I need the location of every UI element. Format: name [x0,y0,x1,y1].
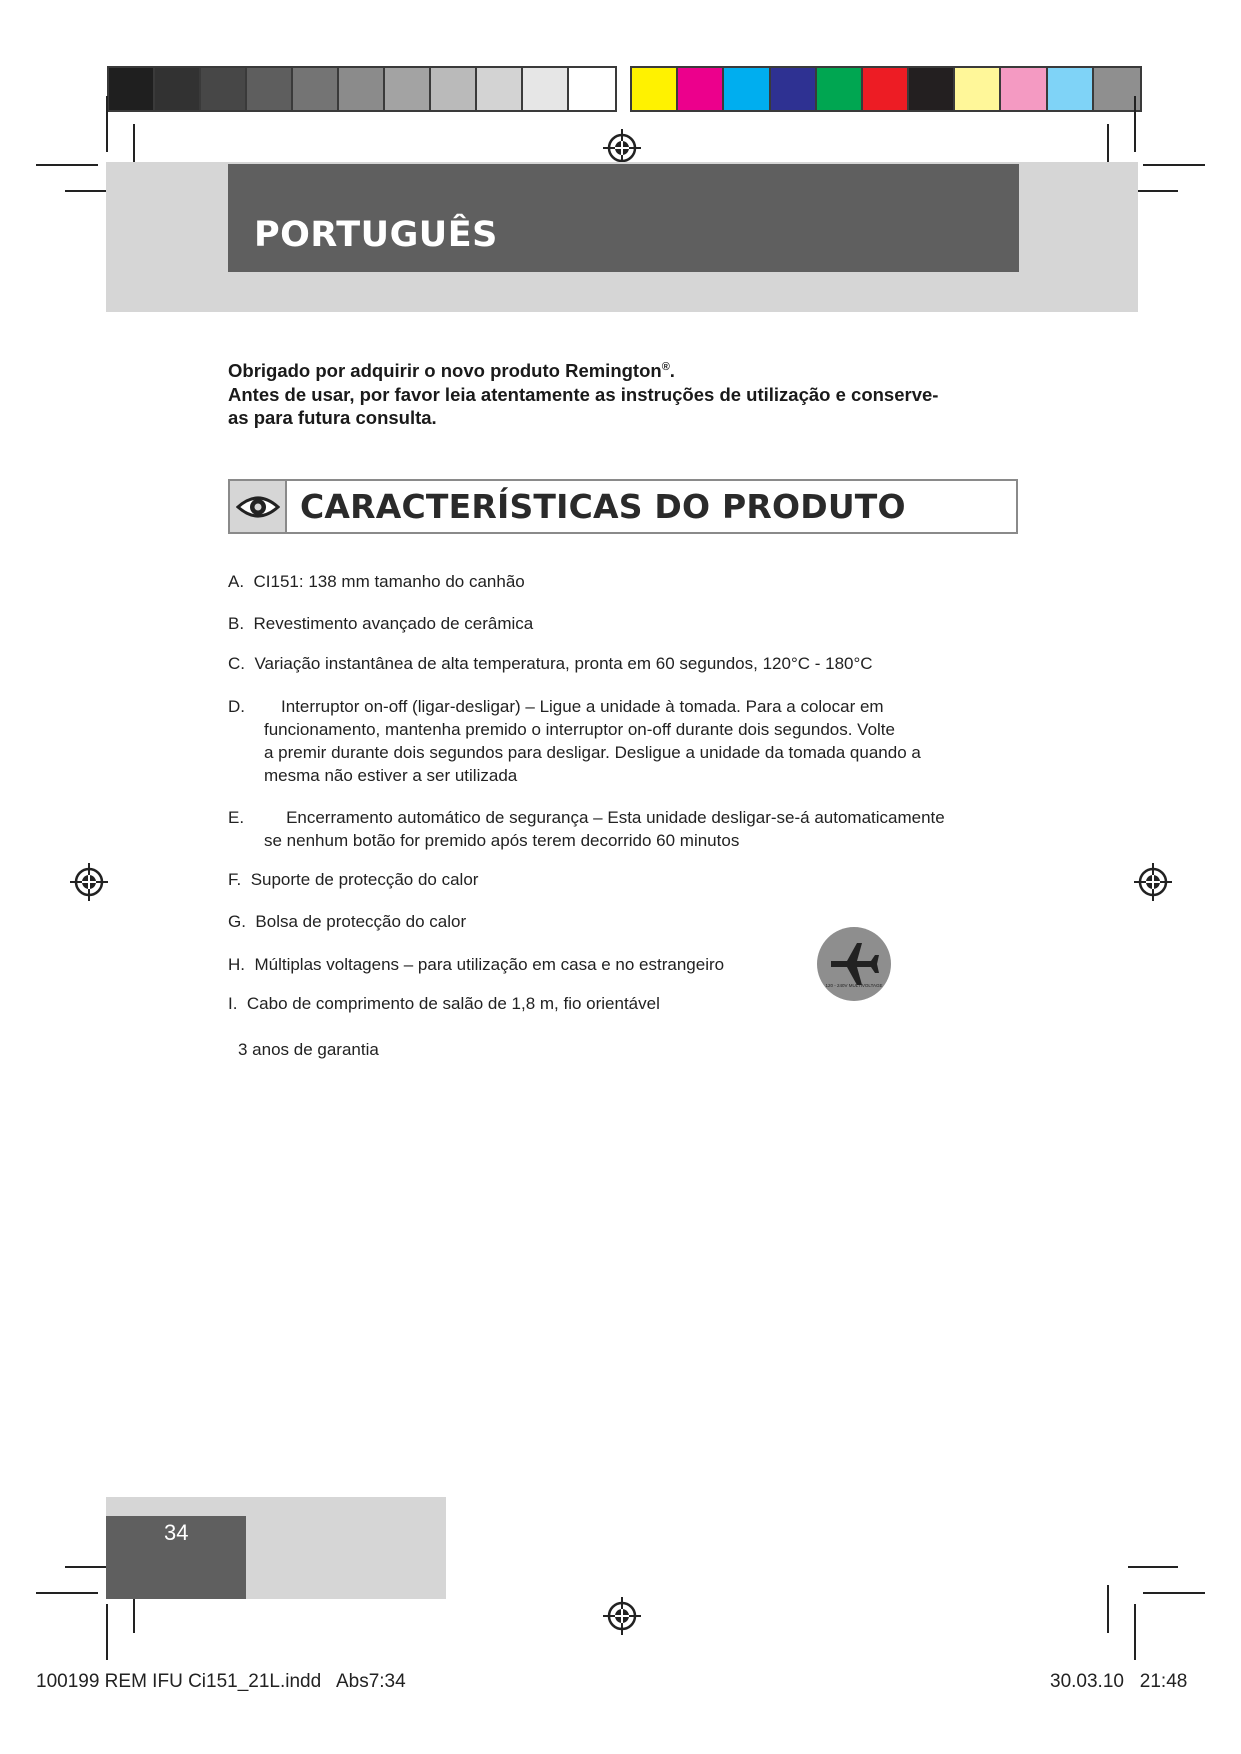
feature-item-i: I. Cabo de comprimento de salão de 1,8 m, fio orientável [228,994,660,1013]
grayscale-swatch-2 [201,68,247,110]
feature-item-d: D. Interruptor on-off (ligar-desligar) – Ligue a unidade à tomada. Para a colocar em funcionamento, mantenha premido o interruptor on-off durante dois segundos. Volte a premir durante dois segundos para desligar. Desligue a unidade da tomada quando a mesma não estiver a ser utilizada [228,697,921,785]
page-number: 34 [164,1520,189,1545]
feature-item-a: A. CI151: 138 mm tamanho do canhão [228,572,525,591]
crop-mark [106,96,108,152]
crop-mark [1134,96,1136,152]
process-color-swatch-9 [1048,68,1094,110]
process-color-swatch-5 [863,68,909,110]
section-title: CARACTERÍSTICAS DO PRODUTO [300,487,906,526]
color-calibration-bar [630,66,1142,112]
registration-target-icon [69,862,109,902]
crop-mark [1107,1585,1109,1633]
crop-mark [1128,1566,1178,1568]
registration-target-icon [602,1596,642,1636]
crop-mark [36,1592,98,1594]
section-heading [228,479,1018,534]
process-color-swatch-10 [1094,68,1140,110]
crop-mark [36,164,98,166]
process-color-swatch-4 [817,68,863,110]
feature-item-f: F. Suporte de protecção do calor [228,870,479,889]
grayscale-swatch-9 [523,68,569,110]
grayscale-swatch-1 [155,68,201,110]
badge-text: 120 - 240V MULTIVOLTAGE [825,983,883,988]
process-color-swatch-1 [678,68,724,110]
crop-mark [1143,1592,1205,1594]
warranty-text: 3 anos de garantia [238,1040,379,1059]
airplane-icon [817,927,891,1001]
multivoltage-badge [817,927,891,1001]
grayscale-swatch-5 [339,68,385,110]
grayscale-swatch-7 [431,68,477,110]
crop-mark [1143,164,1205,166]
date-slug: 30.03.10 21:48 [1050,1671,1188,1692]
grayscale-swatch-3 [247,68,293,110]
intro-thanks: Obrigado por adquirir o novo produto Remington®. [228,360,675,382]
feature-item-c: C. Variação instantânea de alta temperatura, pronta em 60 segundos, 120°C - 180°C [228,654,873,673]
file-slug: 100199 REM IFU Ci151_21L.indd Abs7:34 [36,1671,406,1692]
process-color-swatch-2 [724,68,770,110]
grayscale-swatch-8 [477,68,523,110]
process-color-swatch-0 [632,68,678,110]
feature-item-e: E. Encerramento automático de segurança – Esta unidade desligar-se-á automaticamente se nenhum botão for premido após terem decorrido 60 minutos [228,808,945,850]
feature-item-b: B. Revestimento avançado de cerâmica [228,614,534,633]
grayscale-swatch-0 [109,68,155,110]
feature-item-h: H. Múltiplas voltagens – para utilização em casa e no estrangeiro [228,955,725,974]
crop-mark [1134,1604,1136,1660]
intro-instructions: Antes de usar, por favor leia atentamente as instruções de utilização e conserve- [228,384,939,405]
grayscale-swatch-10 [569,68,615,110]
process-color-swatch-3 [771,68,817,110]
registration-target-icon [1133,862,1173,902]
crop-mark [106,1604,108,1660]
process-color-swatch-7 [955,68,1001,110]
eye-icon [236,493,280,521]
grayscale-swatch-4 [293,68,339,110]
grayscale-swatch-6 [385,68,431,110]
section-icon-box [230,481,287,532]
intro-instructions-cont: as para futura consulta. [228,407,437,428]
grayscale-calibration-bar [107,66,617,112]
feature-item-g: G. Bolsa de protecção do calor [228,912,467,931]
process-color-swatch-6 [909,68,955,110]
page-title: PORTUGUÊS [254,215,498,255]
process-color-swatch-8 [1001,68,1047,110]
